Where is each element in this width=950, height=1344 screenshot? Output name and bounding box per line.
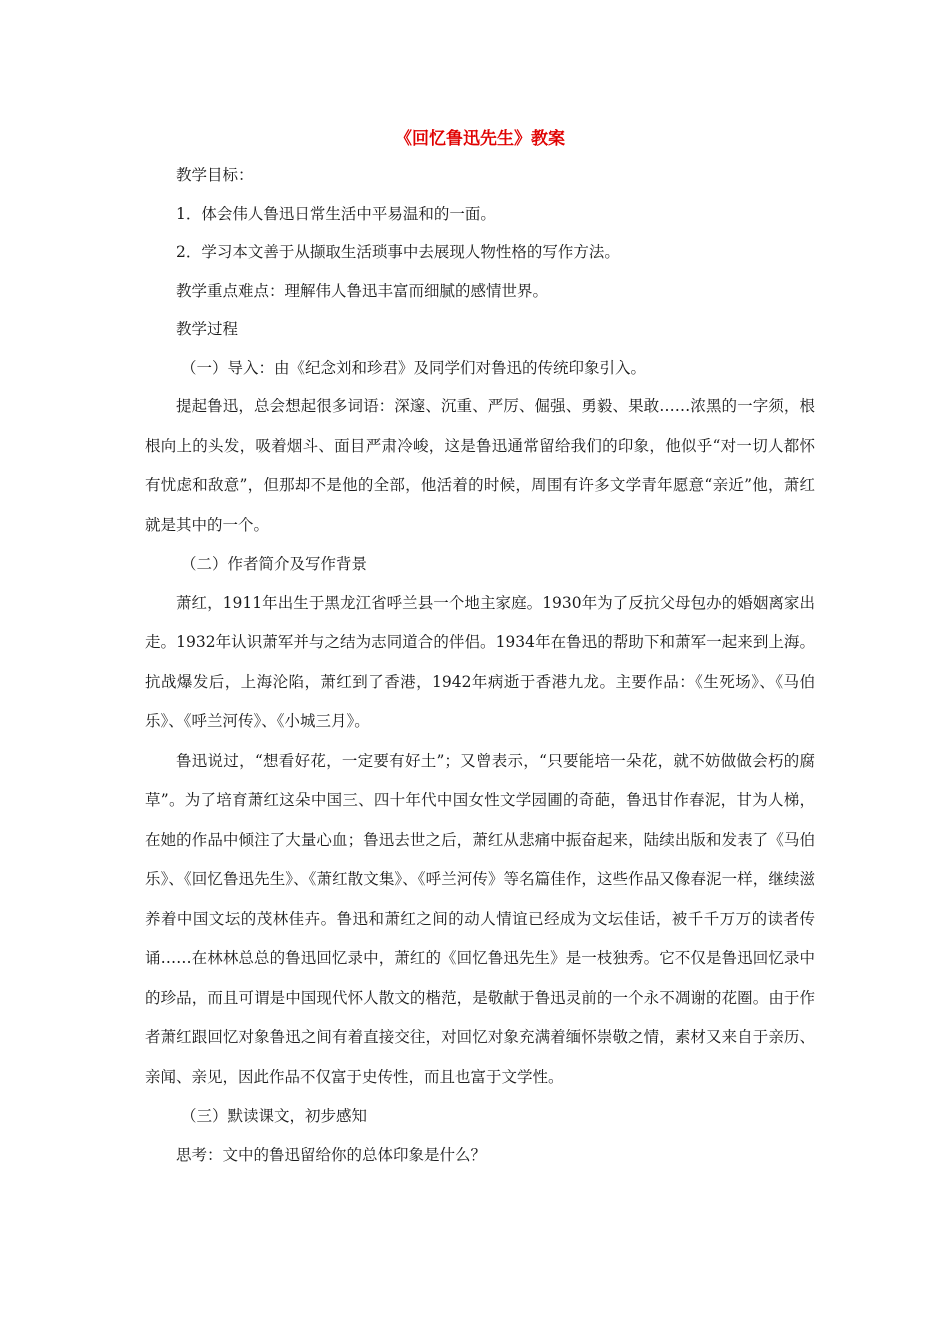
goal-item-1: 1．体会伟人鲁迅日常生活中平易温和的一面。: [176, 204, 496, 223]
paragraph-intro: 提起鲁迅，总会想起很多词语：深邃、沉重、严厉、倔强、勇毅、果敢……浓黑的一字须，根根向上的头发，吸着烟斗、面目严肃冷峻，这是鲁迅通常留给我们的印象，他似乎“对一切人都怀有忧虑和敌意”，但那却不是他的全部，他活着的时候，周围有许多文学青年愿意“亲近”他，萧红就是其中的一个。: [145, 397, 815, 534]
section-heading-reading: （三）默读课文，初步感知: [181, 1107, 368, 1125]
document-body: [145, 122, 815, 1174]
section-heading-author: （二）作者简介及写作背景: [181, 555, 368, 573]
goal-item-2: 2．学习本文善于从撷取生活琐事中去展现人物性格的写作方法。: [176, 243, 620, 261]
paragraph-author-bio: 萧红，1911年出生于黑龙江省呼兰县一个地主家庭。1930年为了反抗父母包办的婚姻离家出走。1932年认识萧军并与之结为志同道合的伴侣。1934年在鲁迅的帮助下和萧军一起来到上海。抗战爆发后，上海沦陷，萧红到了香港，1942年病逝于香港九龙。主要作品：《生死场》、《马伯乐》、《呼兰河传》、《小城三月》。: [145, 593, 815, 730]
process-heading: 教学过程: [176, 320, 239, 338]
paragraph-background: 鲁迅说过，“想看好花，一定要有好土”；又曾表示，“只要能培一朵花，就不妨做做会朽的腐草”。为了培育萧红这朵中国三、四十年代中国女性文学园圃的奇葩，鲁迅甘作春泥，甘为人梯，在她的作品中倾注了大量心血；鲁迅去世之后，萧红从悲痛中振奋起来，陆续出版和发表了《马伯乐》、《回忆鲁迅先生》、《萧红散文集》、《呼兰河传》等名篇佳作，这些作品又像春泥一样，继续滋养着中国文坛的茂林佳卉。鲁迅和萧红之间的动人情谊已经成为文坛佳话，被千千万万的读者传诵……在林林总总的鲁迅回忆录中，萧红的《回忆鲁迅先生》是一枝独秀。它不仅是鲁迅回忆录中的珍品，而且可谓是中国现代怀人散文的楷范，是敬献于鲁迅灵前的一个永不凋谢的花圈。由于作者萧红跟回忆对象鲁迅之间有着直接交往，对回忆对象充满着缅怀崇敬之情，素材又来自于亲历、亲闻、亲见，因此作品不仅富于史传性，而且也富于文学性。: [145, 751, 815, 1086]
document-title: 《回忆鲁迅先生》教案: [395, 129, 565, 149]
goal-heading: 教学目标：: [176, 166, 254, 184]
question-text: 思考：文中的鲁迅留给你的总体印象是什么？: [176, 1145, 487, 1164]
section-heading-intro: （一）导入：由《纪念刘和珍君》及同学们对鲁迅的传统印象引入。: [181, 358, 647, 377]
key-point: 教学重点难点：理解伟人鲁迅丰富而细腻的感情世界。: [176, 281, 549, 300]
